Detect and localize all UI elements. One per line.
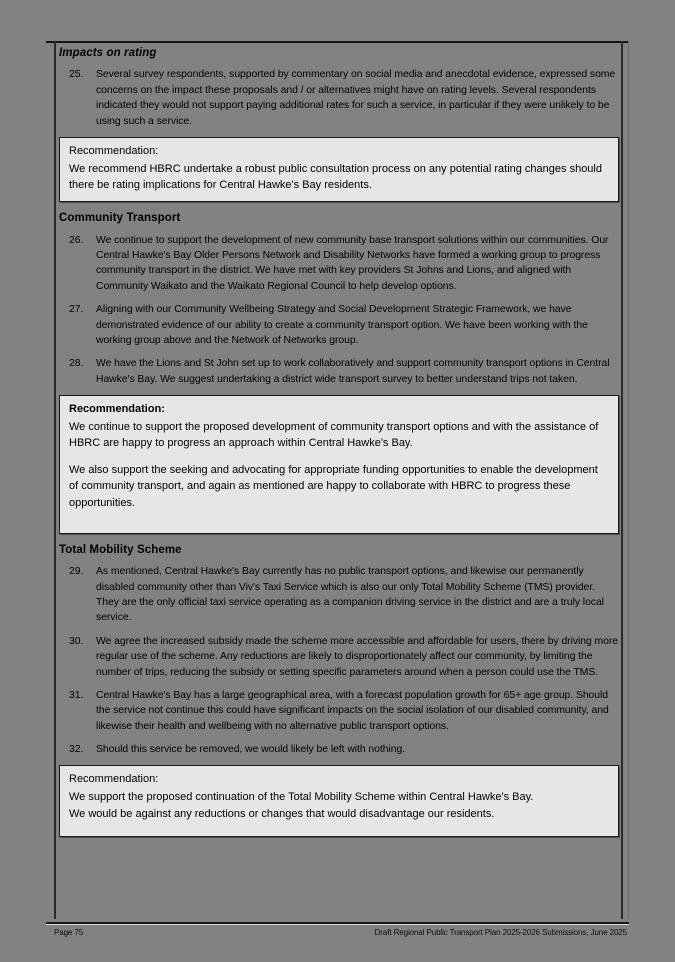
- section-total-mobility-scheme: [59, 543, 619, 837]
- page-left-rule: [54, 41, 56, 919]
- list-item: [59, 67, 619, 129]
- recommendation-title: Recommendation:: [69, 773, 159, 786]
- page-footer: [54, 928, 627, 938]
- list-item-text: We agree the increased subsidy made the scheme more accessible and affordable for users, there by driving more regular use of the scheme. Any reductions are likely to disproportionately affect our community, by limiting the number of trips, reducing the subsidy or setting specific parameters around when a person could use the TMS.: [96, 635, 619, 678]
- footer-document-reference: Draft Regional Public Transport Plan 2025-2026 Submissions, June 2025: [374, 928, 627, 937]
- footer-page-number: Page 75: [54, 928, 84, 937]
- recommendation-box-community-transport: [59, 395, 619, 534]
- list-item-text: Should this service be removed, we would likely be left with nothing.: [96, 744, 406, 756]
- list-item: [59, 356, 619, 387]
- numbered-list-community-transport: [59, 233, 619, 388]
- recommendation-paragraph: We continue to support the proposed development of community transport options and with the assistance of HBRC are happy to progress an approach within Central Hawke's Bay.: [69, 421, 599, 450]
- section-impacts-on-rating: [59, 46, 619, 202]
- recommendation-title: Recommendation:: [69, 403, 165, 416]
- list-item-text: As mentioned, Central Hawke's Bay currently has no public transport options, and likewise our permanently disabled community other than Viv's Taxi Service which is also our only Total Mobility Scheme (TMS) provider. They are the only official taxi service operating as a companion driving service in the district and are a truly local service.: [96, 566, 604, 624]
- recommendation-paragraph: We recommend HBRC undertake a robust public consultation process on any potential rating changes should there be rating implications for Central Hawke's Bay residents.: [69, 162, 602, 192]
- numbered-list-impacts-on-rating: [59, 67, 619, 129]
- numbered-list-total-mobility-scheme: [59, 564, 619, 757]
- section-heading-impacts-on-rating: Impacts on rating: [59, 47, 157, 59]
- section-heading-total-mobility-scheme: Total Mobility Scheme: [59, 543, 182, 556]
- list-item-number: 31.: [69, 689, 84, 701]
- recommendation-paragraph: We would be against any reductions or changes that would disadvantage our residents.: [69, 807, 495, 820]
- list-item-number: 28.: [69, 358, 84, 370]
- list-item-number: 30.: [69, 635, 84, 647]
- list-item: [59, 634, 619, 680]
- list-item-number: 25.: [69, 69, 84, 81]
- list-item-number: 26.: [69, 234, 84, 246]
- recommendation-title: Recommendation:: [69, 144, 159, 157]
- list-item: [59, 302, 619, 348]
- list-item: [59, 742, 619, 757]
- list-item-text: Several survey respondents, supported by commentary on social media and anecdotal evidence, expressed some concerns on the impact these proposals and / or alternatives might have on rating levels. Several respondents indicated they would not support paying additional rates for such a service, in particular if they were unlikely to be using such a service.: [96, 69, 616, 127]
- footer-divider: [46, 922, 629, 925]
- page-outer-right-rule: [628, 41, 629, 919]
- section-community-transport: [59, 211, 619, 534]
- list-item-number: 27.: [69, 304, 84, 316]
- list-item-text: Aligning with our Community Wellbeing Strategy and Social Development Strategic Framework, we have demonstrated evidence of our ability to create a community transport option. We have been working with the working group above and the Network of Networks group.: [96, 304, 588, 346]
- page-right-rule: [621, 41, 623, 919]
- list-item-number: 32.: [69, 744, 84, 756]
- section-heading-community-transport: Community Transport: [59, 212, 181, 225]
- list-item: [59, 688, 619, 734]
- list-item-number: 29.: [69, 566, 84, 578]
- list-item: [59, 233, 619, 295]
- recommendation-paragraph: We support the proposed continuation of the Total Mobility Scheme within Central Hawke's Bay.: [69, 791, 534, 804]
- list-item-text: Central Hawke's Bay has a large geographical area, with a forecast population growth for 65+ age group. Should the service not continue this could have significant impacts on the social isolation of our disabled community, and likewise their health and wellbeing with no alternative public transport options.: [96, 689, 609, 732]
- recommendation-box-total-mobility-scheme: [59, 765, 619, 836]
- list-item-text: We continue to support the development of new community base transport solutions within our communities. Our Central Hawke's Bay Older Persons Network and Disability Networks have formed a working group to progress community transport in the district. We have met with key providers St Johns and Lions, and aligned with Community Waikato and the Waikato Regional Council to help develop options.: [96, 234, 609, 292]
- document-body: [59, 46, 619, 843]
- recommendation-paragraph: We also support the seeking and advocating for appropriate funding opportunities to enable the development of community transport, and again as mentioned are happy to collaborate with HBRC to progress these opportunities.: [69, 464, 598, 509]
- list-item: [59, 564, 619, 626]
- recommendation-box-impacts-on-rating: [59, 137, 619, 202]
- list-item-text: We have the Lions and St John set up to work collaboratively and support community transport options in Central Hawke's Bay. We suggest undertaking a district wide transport survey to better understand trips not taken.: [96, 358, 610, 385]
